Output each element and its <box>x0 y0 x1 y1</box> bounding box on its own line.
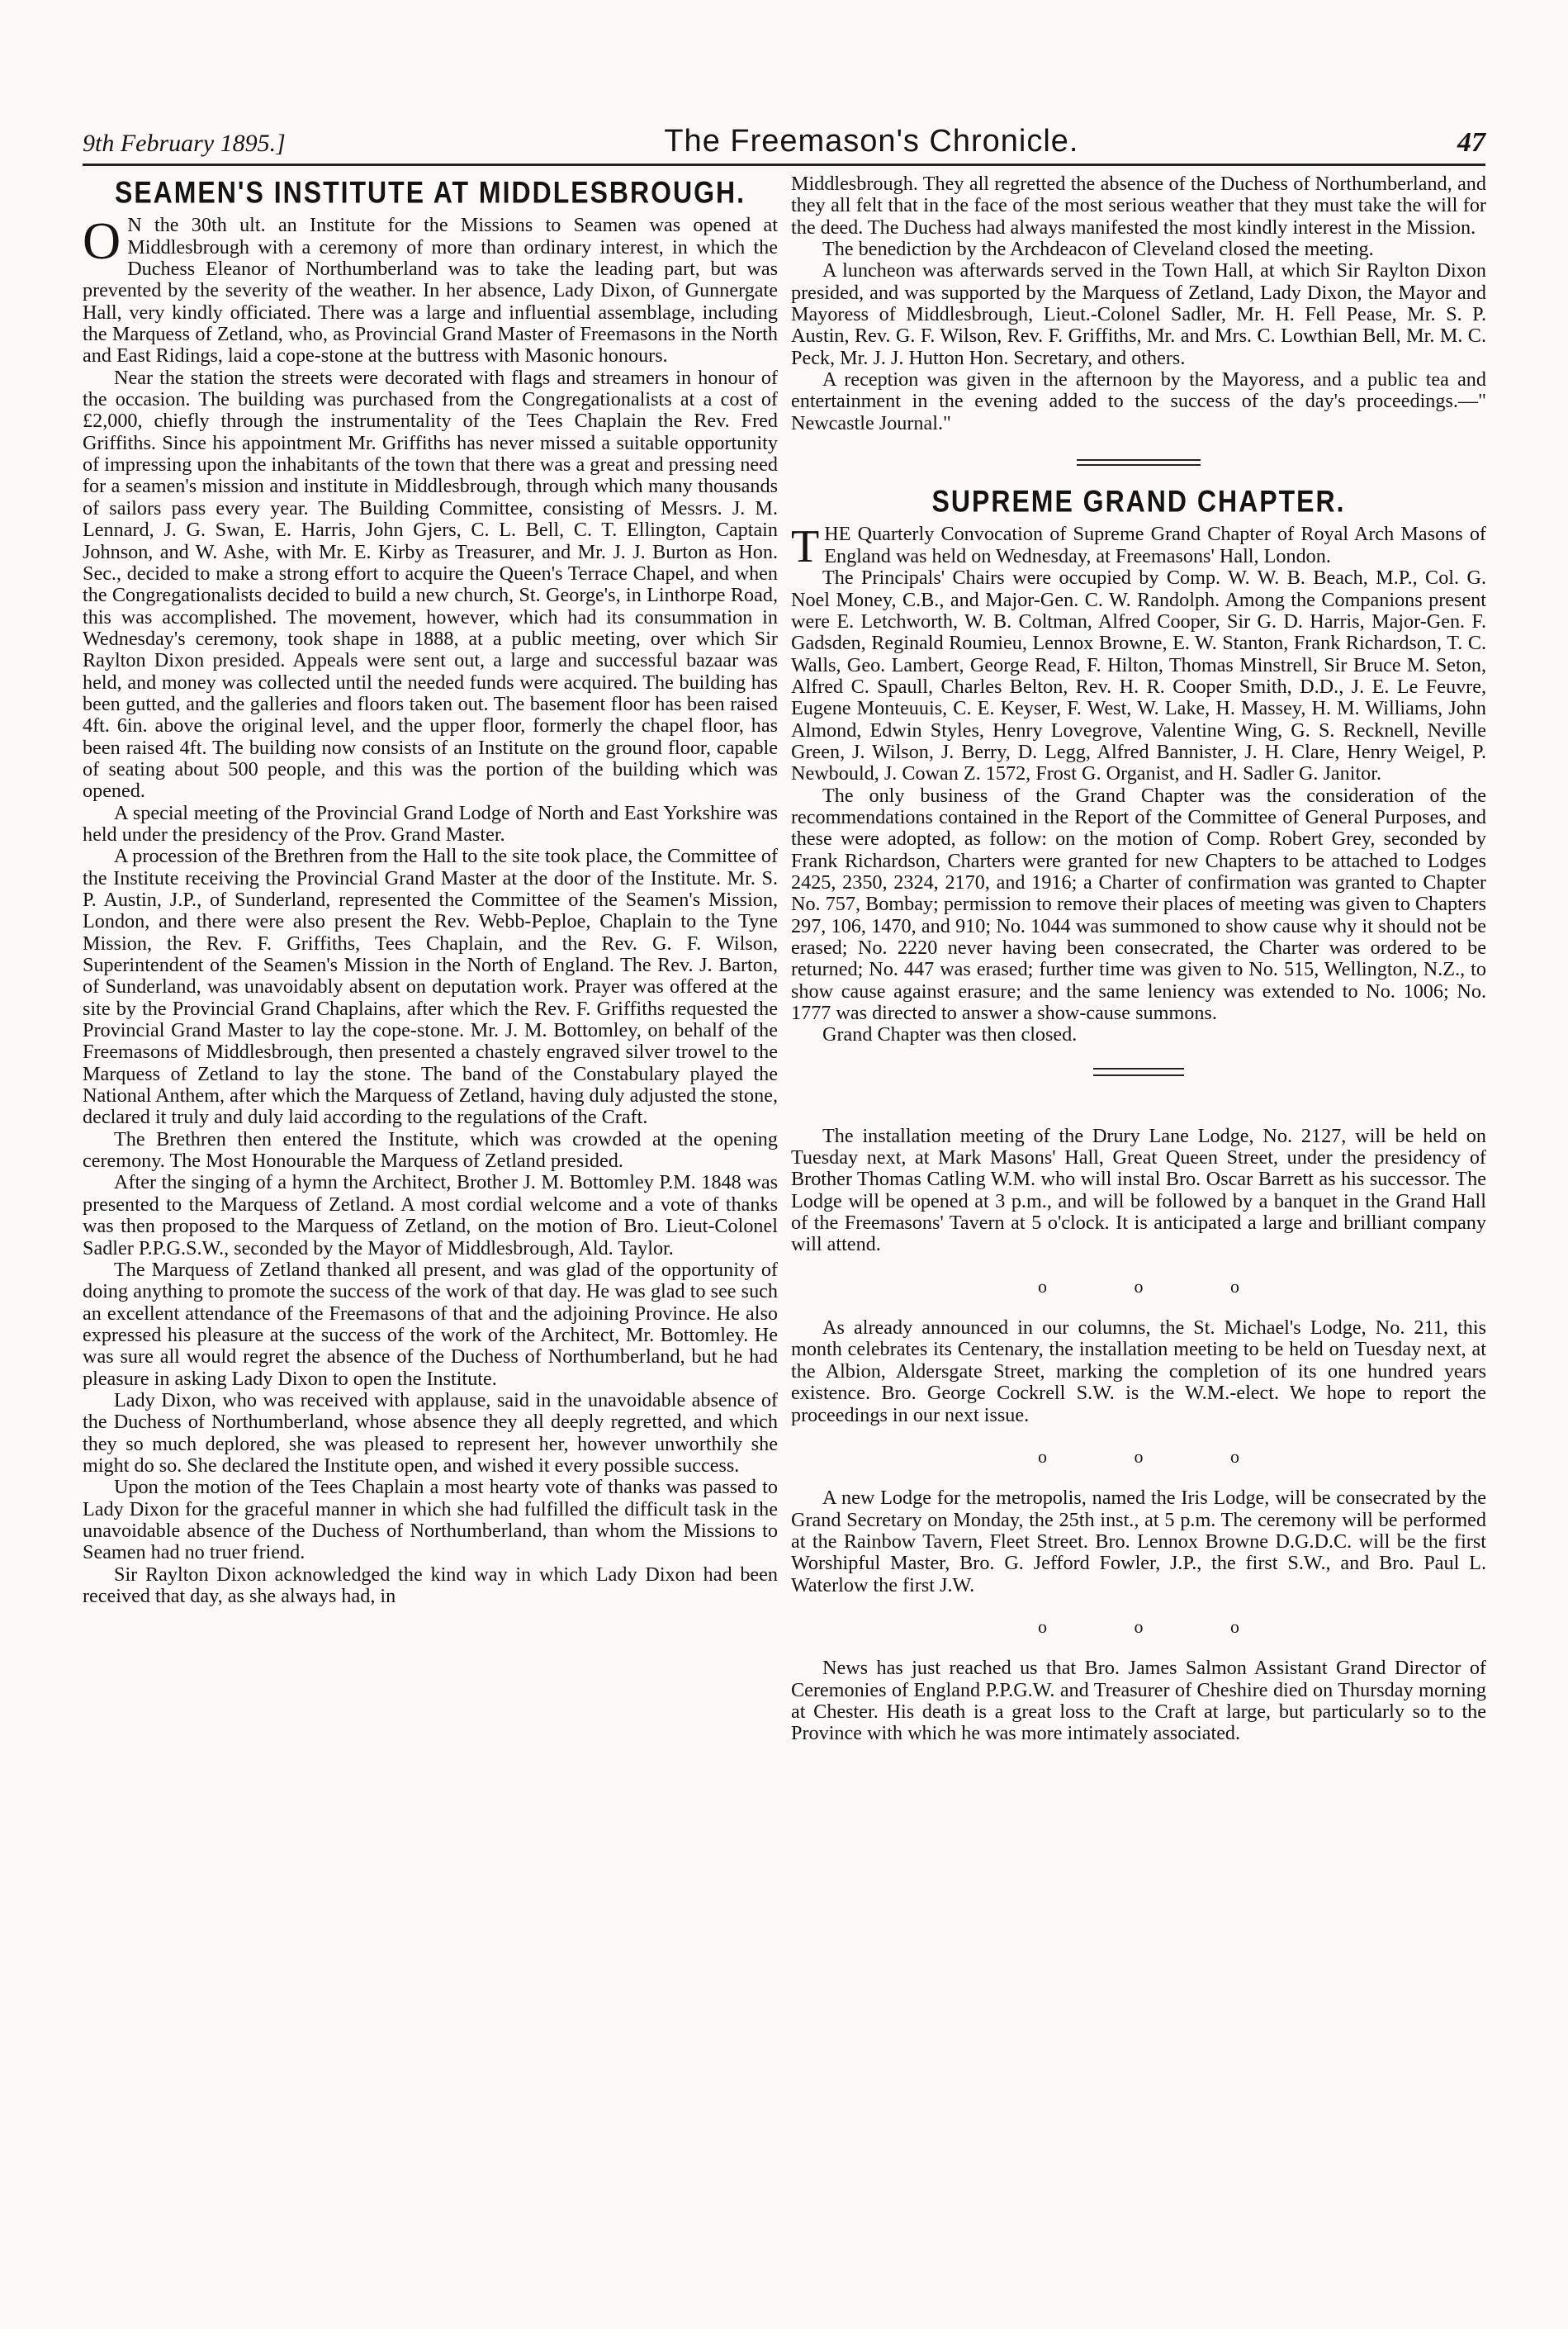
article-paragraph: The Brethren then entered the Institute, which was crowded at the opening ceremony. The Most Honourable the Marquess of Zetland presided. <box>83 1127 778 1173</box>
article-paragraph: Sir Raylton Dixon acknowledged the kind way in which Lady Dixon had been received that day, as she always had, in <box>83 1563 778 1607</box>
article-paragraph: The Principals' Chairs were occupied by Comp. W. W. B. Beach, M.P., Col. G. Noel Money, C.B., and Major-Gen. C. W. Randolph. Among the Companions present were E. Letchworth, W. B. Coltman, Alfred Cooper, Sir G. D. Harris, Major-Gen. F. Gadsden, Reginald Roumieu, Lennox Browne, E. W. Stanton, Frank Richardson, T. C. Walls, Geo. Lambert, George Read, F. Hilton, Thomas Minstrell, Sir Bruce M. Seton, Alfred C. Spaull, Charles Belton, Rev. H. R. Cooper Smith, D.D., J. E. Le Feuvre, Eugene Monteuuis, C. E. Keyser, F. West, W. Lake, H. Massey, H. M. Williams, John Almond, Edwin Styles, Henry Lovegrove, Valentine Wing, G. S. Recknell, Neville Green, J. Wilson, J. Berry, D. Legg, Alfred Bannister, J. H. Clare, Henry Weigel, P. Newbould, J. Cowan Z. 1572, Frost G. Organist, and H. Sadler G. Janitor. <box>791 567 1486 785</box>
article-paragraph: Near the station the streets were decorated with flags and streamers in honour of the occasion. The building was purchased from the Congregationalists at a cost of £2,000, chiefly through the instrumentality of the Tees Chaplain the Rev. Fred Griffiths. Since his appointment Mr. Griffiths has never missed a suitable opportunity of impressing upon the inhabitants of the town that there was a great and pressing need for a seamen's mission and institute in Middlesbrough, through which many thousands of sailors pass every year. The Building Committee, consisting of Messrs. J. M. Lennard, J. G. Swan, E. Harris, John Gjers, C. L. Bell, C. T. Ellington, Captain Johnson, and W. Ashe, with Mr. E. Kirby as Treasurer, and Mr. J. J. Burton as Hon. Sec., decided to make a strong effort to acquire the Queen's Terrace Chapel, and when the Congregationalists decided to build a new church, St. George's, in Linthorpe Road, this was accomplished. The movement, however, which had its consummation in Wednesday's ceremony, took shape in 1888, at a public meeting, over which Sir Raylton Dixon presided. Appeals were sent out, a large and successful bazaar was held, and money was collected until the needed funds were acquired. The building has been gutted, and the galleries and floors taken out. The basement floor has been raised 4ft. 6in. above the original level, and the upper floor, formerly the chapel floor, has been raised 4ft. The building now consists of an Institute on the ground floor, capable of seating about 500 people, and this was the portion of the building which was opened. <box>83 366 778 803</box>
article-paragraph: After the singing of a hymn the Architect, Brother J. M. Bottomley P.M. 1848 was presented to the Marquess of Zetland. A most cordial welcome and a vote of thanks was then proposed to the Marquess of Zetland, on the motion of Bro. Lieut-Colonel Sadler P.P.G.S.W., seconded by the Mayor of Middlesbrough, Ald. Taylor. <box>83 1171 778 1259</box>
article-paragraph: A luncheon was afterwards served in the Town Hall, at which Sir Raylton Dixon presided, and was supported by the Marquess of Zetland, Lady Dixon, the Mayor and Mayoress of Middlesbrough, Lieut.-Colonel Sadler, Mr. H. Fell Pease, Mr. S. P. Austin, Rev. G. F. Wilson, Rev. F. Griffiths, Mr. and Mrs. C. Lowthian Bell, Mr. M. C. Peck, Mr. J. J. Hutton Hon. Secretary, and others. <box>791 259 1486 369</box>
article-heading-seamens-institute: SEAMEN'S INSTITUTE AT MIDDLESBROUGH. <box>114 175 746 210</box>
drop-cap: T <box>791 521 820 573</box>
article-paragraph: A procession of the Brethren from the Hall to the site took place, the Committee of the Institute receiving the Provincial Grand Master at the door of the Institute. Mr. S. P. Austin, J.P., of Sunderland, represented the Committee of the Seamen's Mission, London, and there were also present the Rev. Webb-Peploe, Chaplain to the Tyne Mission, the Rev. F. Griffiths, Tees Chaplain, and the Rev. G. F. Wilson, Superintendent of the Seamen's Mission in the North of England. The Rev. J. Barton, of Sunderland, was unavoidably absent on deputation work. Prayer was offered at the site by the Provincial Grand Chaplains, after which the Rev. F. Griffiths requested the Provincial Grand Master to lay the cope-stone. Mr. J. M. Bottomley, on behalf of the Freemasons of Middlesbrough, then presented a chastely engraved silver trowel to the Marquess of Zetland to lay the stone. The band of the Constabulary played the National Anthem, after which the Marquess of Zetland, having duly adjusted the stone, declared it truly and duly laid according to the regulations of the Craft. <box>83 845 778 1129</box>
article-heading-supreme-grand-chapter: SUPREME GRAND CHAPTER. <box>931 484 1346 519</box>
news-note: As already announced in our columns, the St. Michael's Lodge, No. 211, this month celebrates its Centenary, the installation meeting to be held on Tuesday next, at the Albion, Aldersgate Street, marking the completion of its one hundred years existence. Bro. George Cockrell S.W. is the W.M.-elect. We hope to report the proceedings in our next issue. <box>791 1316 1486 1426</box>
issue-date: 9th February 1895.] <box>83 130 286 157</box>
page-header <box>83 124 1485 165</box>
article-paragraph: The benediction by the Archdeacon of Cleveland closed the meeting. <box>822 238 1374 261</box>
article-paragraph: A reception was given in the afternoon by the Mayoress, and a public tea and entertainment in the evening added to the success of the day's proceedings.—" Newcastle Journal." <box>791 368 1486 434</box>
article-paragraph: The Marquess of Zetland thanked all present, and was glad of the opportunity of doing anything to promote the success of the work of that day. He was glad to see such an excellent attendance of the Freemasons of that and the adjoining Province. He also expressed his pleasure at the success of the work of the Architect, Mr. Bottomley. He was sure all would regret the absence of the Duchess of Northumberland, but he had pleasure in asking Lady Dixon to open the Institute. <box>83 1258 778 1390</box>
news-note: News has just reached us that Bro. James Salmon Assistant Grand Director of Ceremonies of England P.P.G.W. and Treasurer of Cheshire died on Thursday morning at Chester. His death is a great loss to the Craft at large, but particularly so to the Province with which he was more intimately associated. <box>791 1657 1486 1745</box>
ornament-separator: o o o <box>1038 1275 1281 1297</box>
article-paragraph: Middlesbrough. They all regretted the absence of the Duchess of Northumberland, and they all felt that in the face of the most serious weather that they must take the will for the deed. The Duchess had always manifested the most kindly interest in the Mission. <box>791 173 1486 239</box>
news-note: A new Lodge for the metropolis, named the Iris Lodge, will be consecrated by the Grand Secretary on Monday, the 25th inst., at 5 p.m. The ceremony will be performed at the Rainbow Tavern, Fleet Street. Bro. Lennox Browne D.G.D.C. will be the first Worshipful Master, Bro. G. Jefford Fowler, J.P., the first S.W., and Bro. Paul L. Waterlow the first J.W. <box>791 1487 1486 1596</box>
article-paragraph: Upon the motion of the Tees Chaplain a most hearty vote of thanks was passed to Lady Dixon for the graceful manner in which she had fulfilled the difficult task in the unavoidable absence of the Duchess of Northumberland, than whom the Missions to Seamen had no truer friend. <box>83 1476 778 1564</box>
drop-cap: O <box>83 211 121 271</box>
publication-title: The Freemason's Chronicle. <box>664 124 1079 159</box>
article-paragraph: The only business of the Grand Chapter was the consideration of the recommendations contained in the Report of the Committee of General Purposes, and these were adopted, as follow: on the motion of Comp. Robert Grey, seconded by Frank Richardson, Charters were granted for new Chapters to be attached to Lodges 2425, 2350, 2324, 2170, and 1916; a Charter of confirmation was granted to Chapter No. 757, Bombay; permission to remove their places of meeting was given to Chapters 297, 106, 1470, and 910; No. 1044 was summoned to show cause why it should not be erased; No. 2220 never having been consecrated, the Charter was ordered to be returned; No. 447 was erased; further time was given to No. 515, Wellington, N.Z., to show cause against erasure; and the same leniency was extended to No. 1006; No. 1777 was directed to answer a show-cause summons. <box>791 784 1486 1025</box>
article-paragraph: Grand Chapter was then closed. <box>822 1023 1078 1046</box>
article-paragraph: O N the 30th ult. an Institute for the Missions to Seamen was opened at Middlesbrough with a ceremony of more than ordinary interest, in which the Duchess Eleanor of Northumberland was to take the leading part, but was prevented by the severity of the weather. In her absence, Lady Dixon, of Gunnergate Hall, very kindly officiated. There was a large and influential assemblage, including the Marquess of Zetland, who, as Provincial Grand Master of Freemasons in the North and East Ridings, laid a cope-stone at the buttress with Masonic honours. <box>83 211 778 368</box>
section-divider <box>1093 1068 1184 1076</box>
left-column <box>83 173 778 1607</box>
section-divider <box>1077 459 1201 466</box>
article-paragraph: A special meeting of the Provincial Grand Lodge of North and East Yorkshire was held under the presidency of the Prov. Grand Master. <box>83 801 778 846</box>
header-rule <box>83 164 1485 166</box>
ornament-separator: o o o <box>1038 1615 1281 1637</box>
news-note: The installation meeting of the Drury Lane Lodge, No. 2127, will be held on Tuesday next, at Mark Masons' Hall, Great Queen Street, under the presidency of Brother Thomas Catling W.M. who will instal Bro. Oscar Barrett as his successor. The Lodge will be opened at 3 p.m., and will be followed by a banquet in the Grand Hall of the Freemasons' Tavern at 5 o'clock. It is anticipated a large and brilliant company will attend. <box>791 1124 1486 1256</box>
article-paragraph: Lady Dixon, who was received with applause, said in the unavoidable absence of the Duchess of Northumberland, whose absence they all deeply regretted, and which they so much deplored, she was pleased to represent her, however unworthily she might do so. She declared the Institute open, and wished it every possible success. <box>83 1388 778 1477</box>
ornament-separator: o o o <box>1038 1445 1281 1467</box>
page-number: 47 <box>1457 127 1485 158</box>
article-paragraph: THE Quarterly Convocation of Supreme Grand Chapter of Royal Arch Masons of England was held on Wednesday, at Freemasons' Hall, London. <box>791 521 1486 573</box>
right-column <box>791 173 1486 1745</box>
